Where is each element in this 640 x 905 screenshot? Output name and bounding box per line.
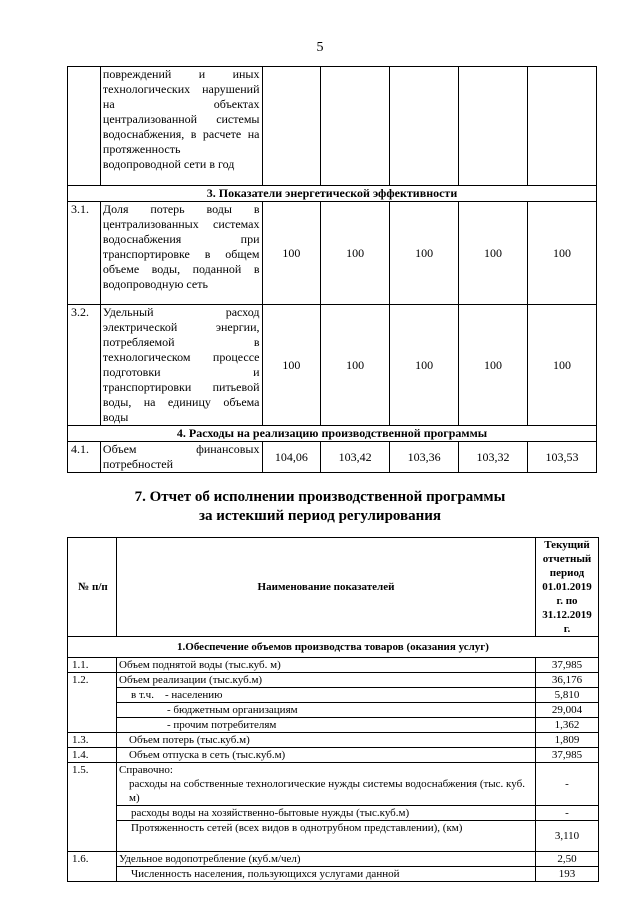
row-label: Справочно: (119, 764, 173, 776)
report-table (67, 537, 599, 882)
row-number: 1.6. (68, 852, 117, 882)
row-text: Доля потерь воды в централизованных системах водоснабжения при транспортировке в общем объеме воды, поданной в водопроводную сеть (100, 202, 262, 305)
section-row (68, 637, 599, 658)
row-number: 1.4. (68, 748, 117, 763)
cell-value: 103,53 (528, 442, 597, 473)
row-value: 2,50 (536, 852, 599, 867)
row-value: 193 (536, 867, 599, 882)
row-value: 29,004 (536, 703, 599, 718)
row-number: 4.1. (68, 442, 101, 473)
header-num: № п/п (68, 538, 117, 637)
section-row (68, 426, 597, 442)
row-text: повреждений и иных технологических нарушений на объектах централизованной системы водоснабжения, в расчете на протяженность водопроводной сети в год (100, 67, 262, 186)
row-value: 1,809 (536, 733, 599, 748)
section-title-line: за истекший период регулирования (198, 508, 442, 524)
cell-value: 100 (321, 202, 390, 305)
row-number: 3.1. (68, 202, 101, 305)
row-name: Объем поднятой воды (тыс.куб. м) (117, 658, 536, 673)
row-name: Численность населения, пользующихся услугами данной (117, 867, 536, 882)
row-name (117, 763, 536, 806)
row-value: 5,810 (536, 688, 599, 703)
row-value: 37,985 (536, 748, 599, 763)
cell-value: 103,32 (459, 442, 528, 473)
row-name: Объем потерь (тыс.куб.м) (117, 733, 536, 748)
row-name: Протяженность сетей (всех видов в однотрубном представлении), (км) (117, 821, 536, 852)
table-row (68, 67, 597, 186)
row-text: Удельный расход электрической энергии, потребляемой в технологическом процессе подготовки и транспортировки питьевой воды, на единицу объема воды (100, 305, 262, 426)
row-value: - (536, 763, 599, 806)
row-number: 1.3. (68, 733, 117, 748)
cell-value: 103,36 (390, 442, 459, 473)
row-name: Объем реализации (тыс.куб.м) (117, 673, 536, 688)
header-name: Наименование показателей (117, 538, 536, 637)
row-prefix: в т.ч. (131, 689, 154, 701)
cell-value: 100 (321, 305, 390, 426)
table-row (68, 821, 599, 852)
table-row (68, 202, 597, 305)
row-subname: - населению (164, 689, 223, 701)
table-row (68, 305, 597, 426)
cell-value: 100 (390, 305, 459, 426)
cell-value: 100 (390, 202, 459, 305)
table-row (68, 763, 599, 806)
table-row (68, 673, 599, 688)
section-heading: 3. Показатели энергетической эффективности (68, 186, 597, 202)
cell-value: 103,42 (321, 442, 390, 473)
cell-value: 100 (459, 202, 528, 305)
table-row (68, 658, 599, 673)
table-row (68, 718, 599, 733)
row-name: - прочим потребителям (117, 718, 536, 733)
cell-value: 104,06 (262, 442, 321, 473)
table-row (68, 748, 599, 763)
row-number: 1.1. (68, 658, 117, 673)
row-name: Объем отпуска в сеть (тыс.куб.м) (117, 748, 536, 763)
table-row (68, 806, 599, 821)
cell-value: 100 (262, 305, 321, 426)
cell-value: 100 (528, 202, 597, 305)
row-subname: расходы на собственные технологические нужды системы водоснабжения (тыс. куб. м) (129, 778, 525, 804)
table-row (68, 867, 599, 882)
table-row (68, 703, 599, 718)
cell-value: 100 (262, 202, 321, 305)
row-name (117, 688, 536, 703)
row-number: 3.2. (68, 305, 101, 426)
section-heading: 4. Расходы на реализацию производственной программы (68, 426, 597, 442)
page-number: 5 (316, 40, 324, 55)
row-value: 1,362 (536, 718, 599, 733)
table-row (68, 442, 597, 473)
table-row (68, 688, 599, 703)
row-name: - бюджетным организациям (117, 703, 536, 718)
row-text: Объем финансовых потребностей (100, 442, 262, 473)
cell-value: 100 (528, 305, 597, 426)
section-heading: 1.Обеспечение объемов производства товаров (оказания услуг) (68, 637, 599, 658)
row-number: 1.2. (68, 673, 117, 733)
row-value: 3,110 (536, 821, 599, 852)
row-value: - (536, 806, 599, 821)
indicators-table (67, 66, 597, 473)
header-row (68, 538, 599, 637)
row-name: Удельное водопотребление (куб.м/чел) (117, 852, 536, 867)
cell-value: 100 (459, 305, 528, 426)
section-title (0, 488, 640, 526)
table-row (68, 733, 599, 748)
table-row (68, 852, 599, 867)
section-row (68, 186, 597, 202)
section-title-line: 7. Отчет об исполнении производственной программы (134, 489, 506, 505)
row-value: 36,176 (536, 673, 599, 688)
row-number: 1.5. (68, 763, 117, 852)
row-name: расходы воды на хозяйственно-бытовые нужды (тыс.куб.м) (117, 806, 536, 821)
row-value: 37,985 (536, 658, 599, 673)
header-period: Текущий отчетный период 01.01.2019 г. по 31.12.2019 г. (536, 538, 599, 637)
